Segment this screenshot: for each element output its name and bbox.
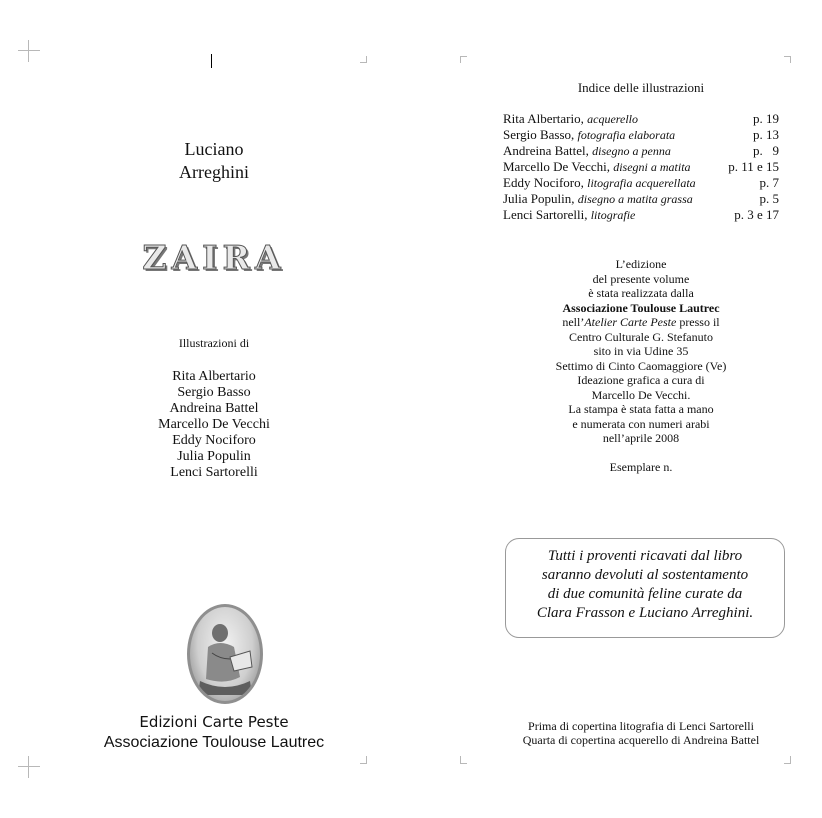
back-cover-credit: Quarta di copertina acquerello di Andreina Battel (522, 733, 760, 747)
index-row (503, 143, 779, 159)
crop-mark (28, 40, 29, 62)
crop-mark (18, 766, 40, 767)
illustrations-index (503, 111, 779, 223)
book-title: ZAIRA (142, 238, 286, 277)
crop-mark (790, 756, 791, 763)
crop-mark (18, 50, 40, 51)
illustrator-name: Marcello De Vecchi (158, 417, 270, 432)
index-technique: fotografia elaborata (577, 128, 676, 142)
colophon-text: presso il (676, 315, 720, 329)
colophon-line: sito in via Udine 35 (593, 344, 689, 358)
reading-figure-icon (190, 607, 260, 701)
index-technique: disegni a matita (613, 160, 691, 174)
notice-line: Tutti i proventi ricavati dal libro (547, 548, 743, 564)
index-row (503, 191, 779, 207)
index-artist: Lenci Sartorelli, (503, 207, 588, 222)
notice-line: saranno devoluti al sostentamento (541, 567, 749, 583)
colophon-line: L’edizione (615, 257, 667, 271)
crop-mark (460, 56, 461, 63)
index-technique: disegno a penna (592, 144, 671, 158)
illustrator-name: Andreina Battel (169, 401, 259, 416)
illustrator-name: Julia Populin (177, 449, 251, 464)
index-page: p. 11 e 15 (728, 159, 779, 174)
colophon (503, 257, 779, 474)
publisher-edition-name: Edizioni Carte Peste (139, 713, 289, 731)
front-cover-credit: Prima di copertina litografia di Lenci Sartorelli (528, 719, 754, 733)
colophon-line: è stata realizzata dalla (588, 286, 694, 300)
illustrator-name: Eddy Nociforo (172, 433, 256, 448)
index-technique: disegno a matita grassa (577, 192, 693, 206)
index-title: Indice delle illustrazioni (577, 80, 705, 95)
colophon-line: nell’aprile 2008 (602, 431, 680, 445)
index-row (503, 111, 779, 127)
crop-mark (360, 763, 367, 764)
colophon-line: Centro Culturale G. Stefanuto (569, 329, 713, 344)
index-technique: litografia acquerellata (587, 176, 696, 190)
illustrations-label: Illustrazioni di (178, 336, 250, 350)
author-last-name: Arreghini (179, 162, 249, 182)
index-artist: Julia Populin, (503, 191, 575, 206)
index-page: p. 9 (753, 143, 779, 158)
index-artist: Eddy Nociforo, (503, 175, 584, 190)
colophon-line: Ideazione grafica a cura di (577, 373, 705, 387)
publisher-logo-medallion (187, 604, 263, 704)
index-artist: Sergio Basso, (503, 127, 575, 142)
crop-mark (366, 56, 367, 63)
colophon-atelier: Atelier Carte Peste (584, 315, 677, 329)
colophon-copy-number: Esemplare n. (609, 459, 673, 474)
index-row (503, 159, 779, 175)
illustrators-list (94, 369, 334, 481)
index-row (503, 127, 779, 143)
illustrator-name: Sergio Basso (177, 385, 251, 400)
index-artist: Rita Albertario, (503, 111, 584, 126)
crop-mark (366, 756, 367, 763)
index-page: p. 7 (759, 175, 779, 190)
illustrator-name: Rita Albertario (172, 369, 256, 384)
colophon-line: e numerata con numeri arabi (572, 416, 710, 431)
crop-mark (460, 56, 467, 57)
text-cursor[interactable] (211, 54, 212, 68)
illustrator-name: Lenci Sartorelli (170, 465, 258, 480)
crop-mark (460, 756, 461, 763)
cover-credits (503, 719, 779, 747)
publisher-association-name: Associazione Toulouse Lautrec (103, 734, 325, 751)
index-row (503, 175, 779, 191)
crop-mark (790, 56, 791, 63)
crop-mark (460, 763, 467, 764)
colophon-text: nell’ (562, 315, 585, 329)
index-page: p. 5 (759, 191, 779, 206)
author-first-name: Luciano (184, 139, 244, 159)
index-artist: Marcello De Vecchi, (503, 159, 610, 174)
colophon-line: La stampa è stata fatta a mano (568, 402, 714, 416)
colophon-line: Settimo di Cinto Caomaggiore (Ve) (555, 358, 727, 373)
crop-mark (784, 763, 791, 764)
author-name (114, 138, 314, 184)
colophon-line: Marcello De Vecchi. (591, 387, 691, 402)
index-page: p. 3 e 17 (734, 207, 779, 222)
index-technique: litografie (590, 208, 636, 222)
index-page: p. 13 (753, 127, 779, 142)
colophon-association: Associazione Toulouse Lautrec (562, 300, 720, 315)
index-row (503, 207, 779, 223)
proceeds-notice-box (505, 538, 785, 638)
index-page: p. 19 (753, 111, 779, 126)
notice-line: Clara Frasson e Luciano Arreghini. (536, 605, 754, 621)
colophon-line (503, 315, 779, 330)
index-technique: acquerello (587, 112, 638, 126)
index-artist: Andreina Battel, (503, 143, 589, 158)
crop-mark (28, 756, 29, 778)
colophon-line: del presente volume (592, 271, 690, 286)
notice-line: di due comunità feline curate da (547, 586, 743, 602)
